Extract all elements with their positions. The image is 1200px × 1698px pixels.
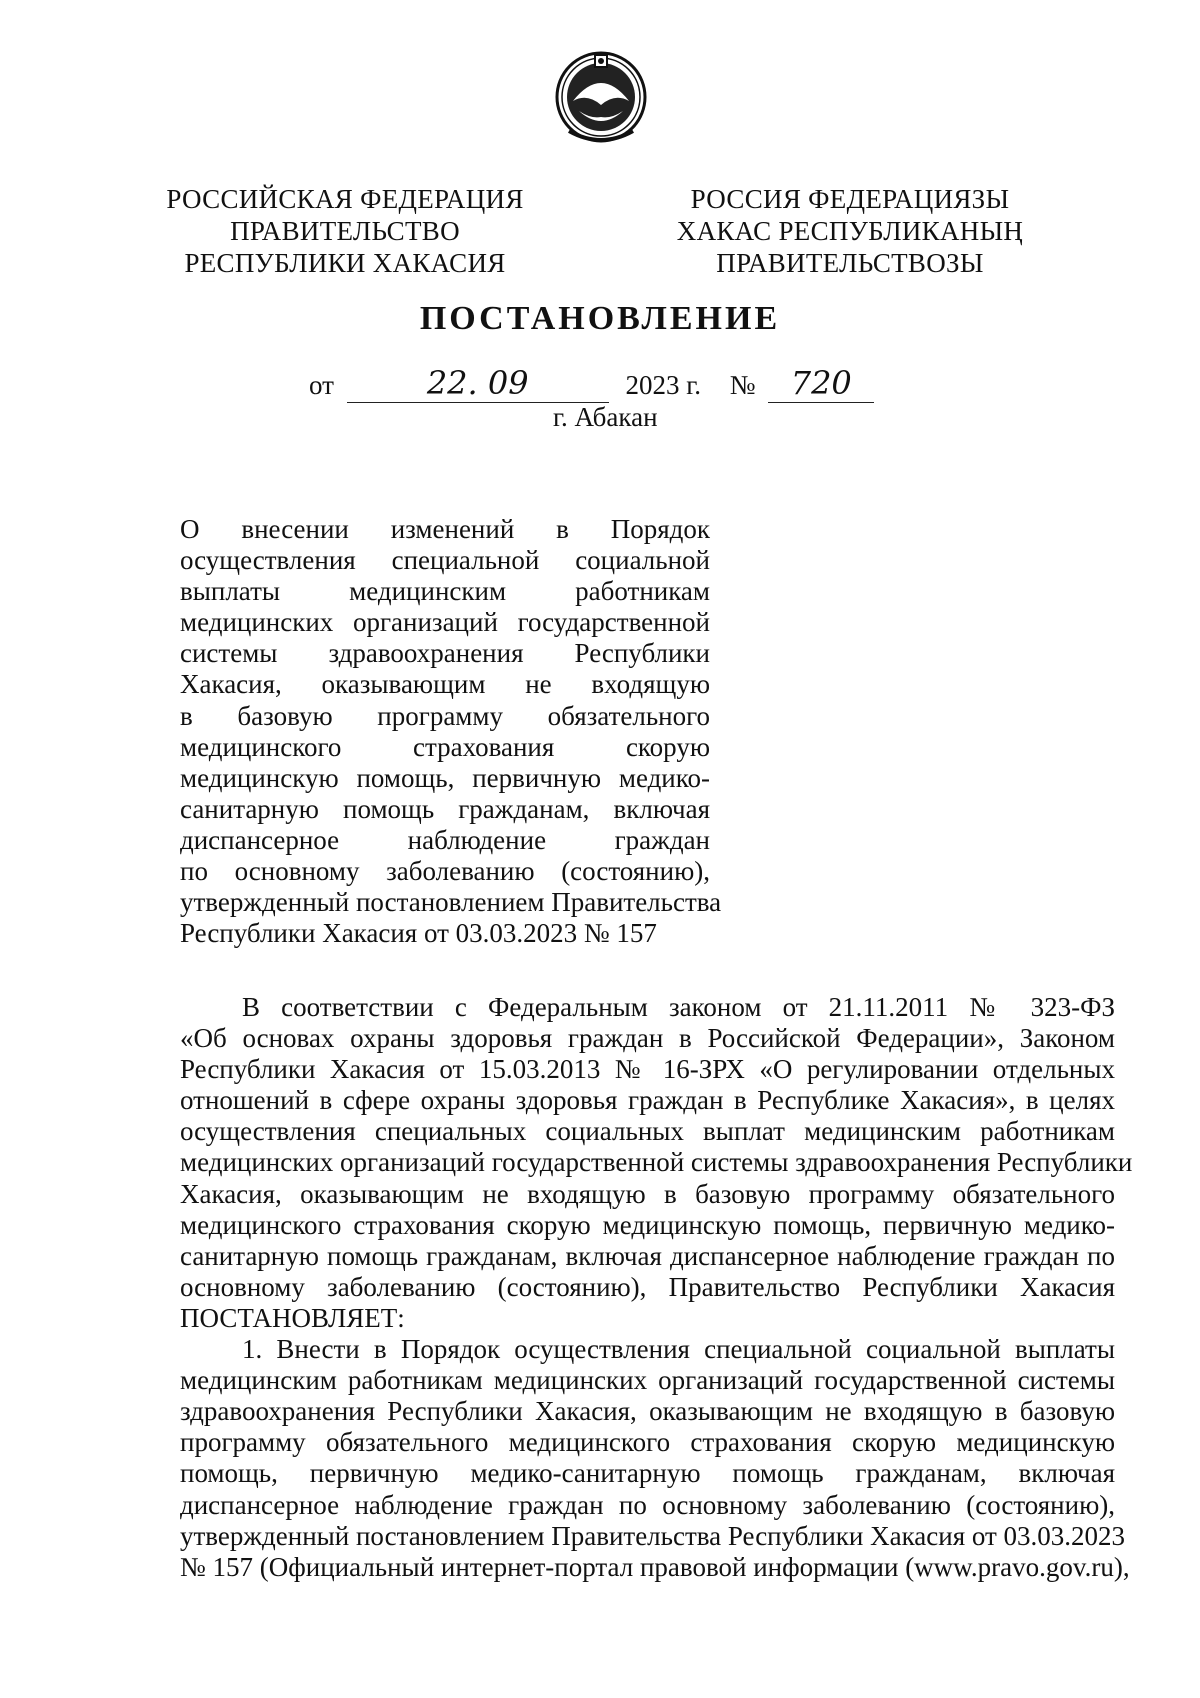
body-line: № 157 (Официальный интернет-портал правовой информации (www.pravo.gov.ru), bbox=[180, 1551, 1130, 1582]
body-line: утвержденный постановлением Правительства Республики Хакасия от 03.03.2023 bbox=[180, 1520, 1126, 1551]
header-right-line: ХАКАС РЕСПУБЛИКАНЫҢ bbox=[676, 216, 1024, 246]
subject-line: санитарную помощь гражданам, включая bbox=[180, 793, 710, 824]
body-line: диспансерное наблюдение граждан по основному заболеванию (состоянию), bbox=[180, 1489, 1115, 1520]
subject-line: Хакасия, оказывающим не входящую bbox=[180, 669, 710, 700]
number-label: № bbox=[729, 370, 756, 400]
header-right-block bbox=[640, 183, 1060, 279]
header-left-block bbox=[150, 183, 540, 279]
subject-line: диспансерное наблюдение граждан bbox=[180, 824, 710, 855]
subject-line: О внесении изменений в Порядок bbox=[180, 514, 710, 544]
date-number-line bbox=[309, 364, 874, 407]
body-line: санитарную помощь гражданам, включая диспансерное наблюдение граждан по bbox=[180, 1240, 1115, 1271]
header-right-line: РОССИЯ ФЕДЕРАЦИЯЗЫ bbox=[690, 184, 1010, 214]
subject-line: медицинскую помощь, первичную медико- bbox=[180, 762, 710, 793]
body-line: медицинского страхования скорую медицинскую помощь, первичную медико- bbox=[180, 1209, 1115, 1240]
subject-line: по основному заболеванию (состоянию), bbox=[180, 856, 710, 887]
document-subject bbox=[180, 514, 722, 949]
body-line: Республики Хакасия от 15.03.2013 № 16-ЗРХ «О регулировании отдельных bbox=[180, 1054, 1115, 1085]
subject-line: медицинского страхования скорую bbox=[180, 731, 710, 762]
body-line: помощь, первичную медико-санитарную помощь гражданам, включая bbox=[180, 1458, 1115, 1489]
body-line: ПОСТАНОВЛЯЕТ: bbox=[180, 1302, 405, 1333]
body-line: В соответствии с Федеральным законом от 21.11.2011 № 323-ФЗ bbox=[242, 992, 1115, 1022]
header-right-line: ПРАВИТЕЛЬСТВОЗЫ bbox=[716, 248, 984, 278]
body-line: медицинских организаций государственной системы здравоохранения Республики bbox=[180, 1147, 1133, 1178]
date-from-label: от bbox=[309, 370, 334, 400]
city-name: г. Абакан bbox=[553, 402, 658, 432]
subject-line: системы здравоохранения Республики bbox=[180, 638, 710, 669]
body-line: осуществления специальных социальных выплат медицинским работникам bbox=[180, 1116, 1115, 1147]
header-left-line: РЕСПУБЛИКИ ХАКАСИЯ bbox=[184, 248, 506, 278]
subject-line: осуществления специальной социальной bbox=[180, 545, 710, 576]
date-year: 2023 г. bbox=[625, 370, 701, 400]
document-title: ПОСТАНОВЛЕНИЕ bbox=[419, 300, 781, 337]
subject-line: медицинских организаций государственной bbox=[180, 607, 710, 638]
handwritten-date: 22. 09 bbox=[347, 368, 609, 403]
body-line: Хакасия, оказывающим не входящую в базовую программу обязательного bbox=[180, 1178, 1115, 1209]
body-line: «Об основах охраны здоровья граждан в Российской Федерации», Законом bbox=[180, 1023, 1115, 1054]
subject-line: утвержденный постановлением Правительства bbox=[180, 887, 722, 918]
subject-line: выплаты медицинским работникам bbox=[180, 576, 710, 607]
handwritten-number: 720 bbox=[768, 368, 874, 403]
body-line: программу обязательного медицинского страхования скорую медицинскую bbox=[180, 1427, 1115, 1458]
header-left-line: РОССИЙСКАЯ ФЕДЕРАЦИЯ bbox=[166, 184, 524, 214]
coat-of-arms-emblem bbox=[553, 45, 649, 145]
body-line: отношений в сфере охраны здоровья граждан в Республике Хакасия», в целях bbox=[180, 1085, 1115, 1116]
subject-line: в базовую программу обязательного bbox=[180, 700, 710, 731]
body-line: здравоохранения Республики Хакасия, оказывающим не входящую в базовую bbox=[180, 1396, 1115, 1427]
body-line: медицинским работникам медицинских организаций государственной системы bbox=[180, 1365, 1115, 1396]
subject-line: Республики Хакасия от 03.03.2023 № 157 bbox=[180, 918, 657, 949]
body-line: 1. Внести в Порядок осуществления специальной социальной выплаты bbox=[242, 1334, 1115, 1365]
body-line: основному заболеванию (состоянию), Правительство Республики Хакасия bbox=[180, 1271, 1115, 1302]
document-body bbox=[180, 992, 1133, 1583]
header-left-line: ПРАВИТЕЛЬСТВО bbox=[230, 216, 460, 246]
